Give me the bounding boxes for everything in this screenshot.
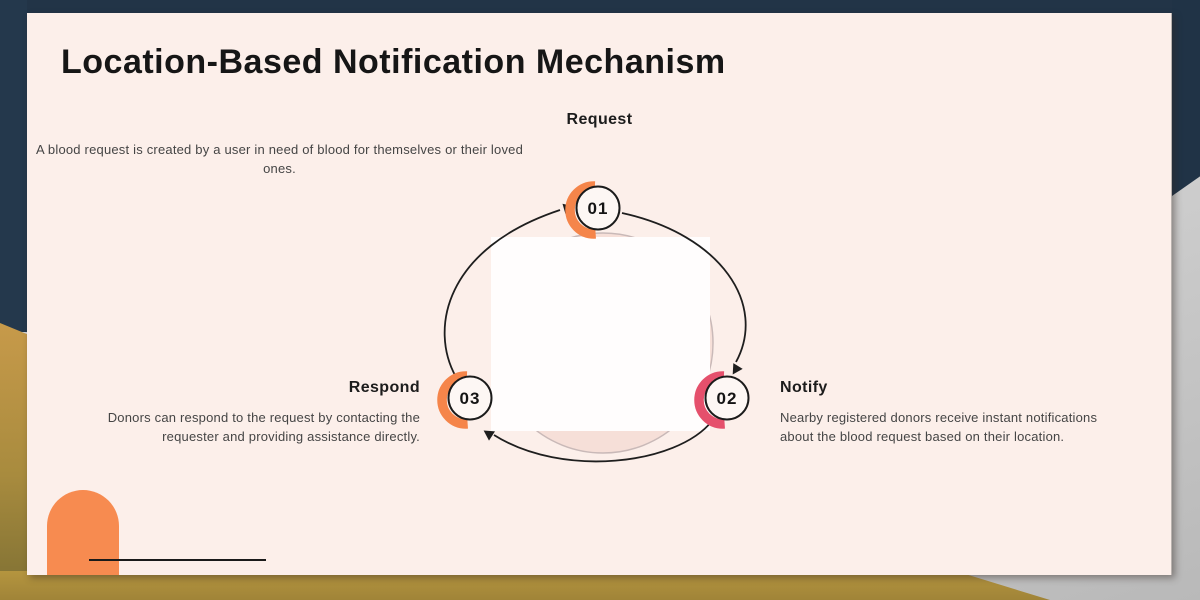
cycle-diagram — [27, 13, 1172, 575]
slide-card — [27, 13, 1172, 575]
step-request-description: A blood request is created by a user in need of blood for themselves or their loved ones. — [35, 141, 524, 176]
step-respond-description: Donors can respond to the request by contacting the requester and providing assistance directly. — [107, 409, 420, 444]
page-title: Location-Based Notification Mechanism — [61, 43, 726, 81]
frame-gold-bottom — [0, 571, 1050, 600]
arch-shape — [47, 490, 119, 575]
step-number-01: 01 — [587, 199, 609, 218]
frame-gold-left — [0, 323, 27, 600]
step-respond-title: Respond — [348, 379, 420, 396]
step-number-02: 02 — [716, 389, 738, 408]
step-notify-title: Notify — [780, 379, 828, 396]
frame-navy-left — [0, 0, 27, 332]
arrowhead-into-02-icon — [728, 363, 743, 377]
step-request-title: Request — [566, 111, 633, 128]
step-notify-description: Nearby registered donors receive instant notifications about the blood request based on their location. — [780, 409, 1098, 444]
step-number-03: 03 — [459, 389, 481, 408]
frame-navy-right — [1172, 0, 1200, 196]
underline-rule — [89, 559, 266, 561]
frame-navy-top — [0, 0, 1200, 13]
center-blank-rect — [491, 237, 710, 431]
